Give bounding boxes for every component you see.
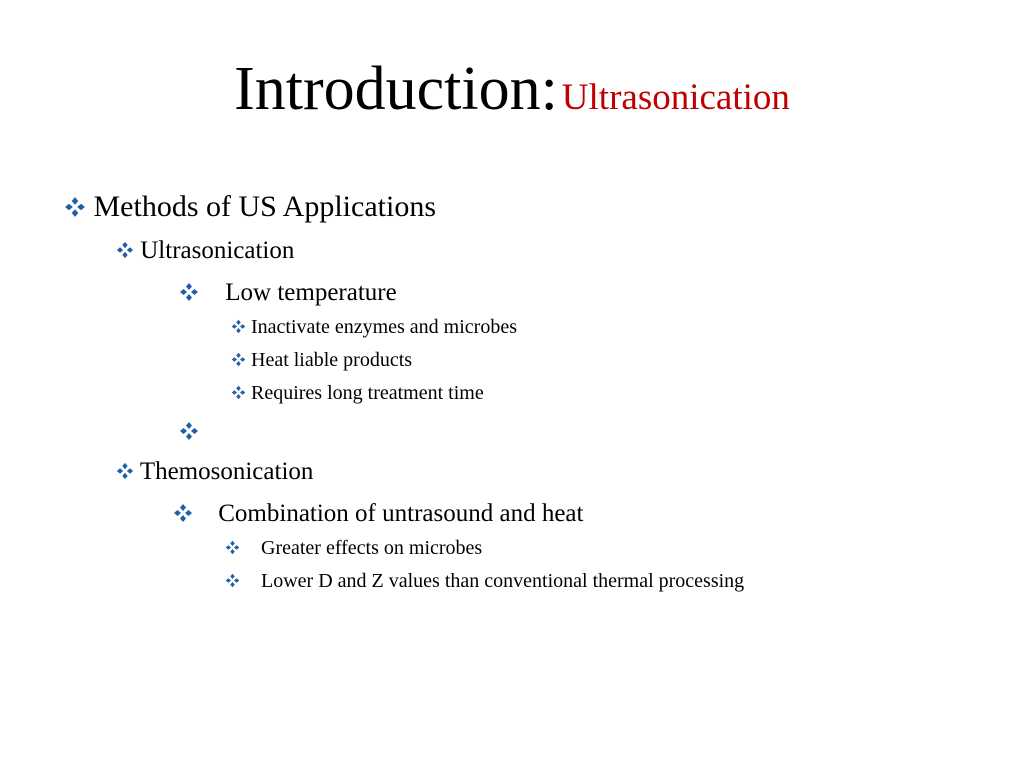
bullet-heat-liable-products	[231, 350, 412, 370]
bullet-low-temperature	[179, 280, 397, 305]
bullet-inactivate-enzymes	[231, 317, 517, 337]
four-diamond-bullet-icon	[64, 196, 86, 218]
bullet-text: Inactivate enzymes and microbes	[251, 316, 517, 338]
bullet-text: Low temperature	[225, 279, 397, 306]
slide-title	[0, 55, 1024, 123]
bullet-greater-effects	[225, 538, 482, 558]
four-diamond-bullet-icon	[179, 421, 199, 441]
bullet-text: Greater effects on microbes	[261, 537, 483, 559]
four-diamond-bullet-icon	[225, 540, 240, 555]
bullet-methods-of-us-applications	[64, 192, 436, 222]
bullet-text: Heat liable products	[251, 349, 413, 371]
bullet-text: Ultrasonication	[140, 237, 295, 264]
bullet-empty	[179, 419, 199, 444]
four-diamond-bullet-icon	[116, 241, 134, 259]
four-diamond-bullet-icon	[231, 352, 246, 367]
bullet-lower-d-z-values	[225, 571, 744, 591]
four-diamond-bullet-icon	[231, 385, 246, 400]
bullet-thermosonication	[116, 459, 313, 484]
bullet-text: Themosonication	[139, 458, 314, 485]
slide-title-sub: Ultrasonication	[561, 77, 790, 118]
slide-title-main: Introduction:	[234, 55, 558, 123]
bullet-text: Requires long treatment time	[251, 382, 484, 404]
bullet-ultrasonication	[116, 238, 294, 263]
bullet-requires-long-treatment	[231, 383, 484, 403]
bullet-combination	[173, 501, 583, 526]
four-diamond-bullet-icon	[231, 319, 246, 334]
four-diamond-bullet-icon	[173, 503, 193, 523]
four-diamond-bullet-icon	[179, 282, 199, 302]
four-diamond-bullet-icon	[116, 462, 134, 480]
bullet-text: Lower D and Z values than conventional thermal processing	[261, 570, 745, 592]
bullet-text: Combination of untrasound and heat	[218, 500, 584, 527]
four-diamond-bullet-icon	[225, 573, 240, 588]
bullet-text: Methods of US Applications	[93, 190, 436, 223]
